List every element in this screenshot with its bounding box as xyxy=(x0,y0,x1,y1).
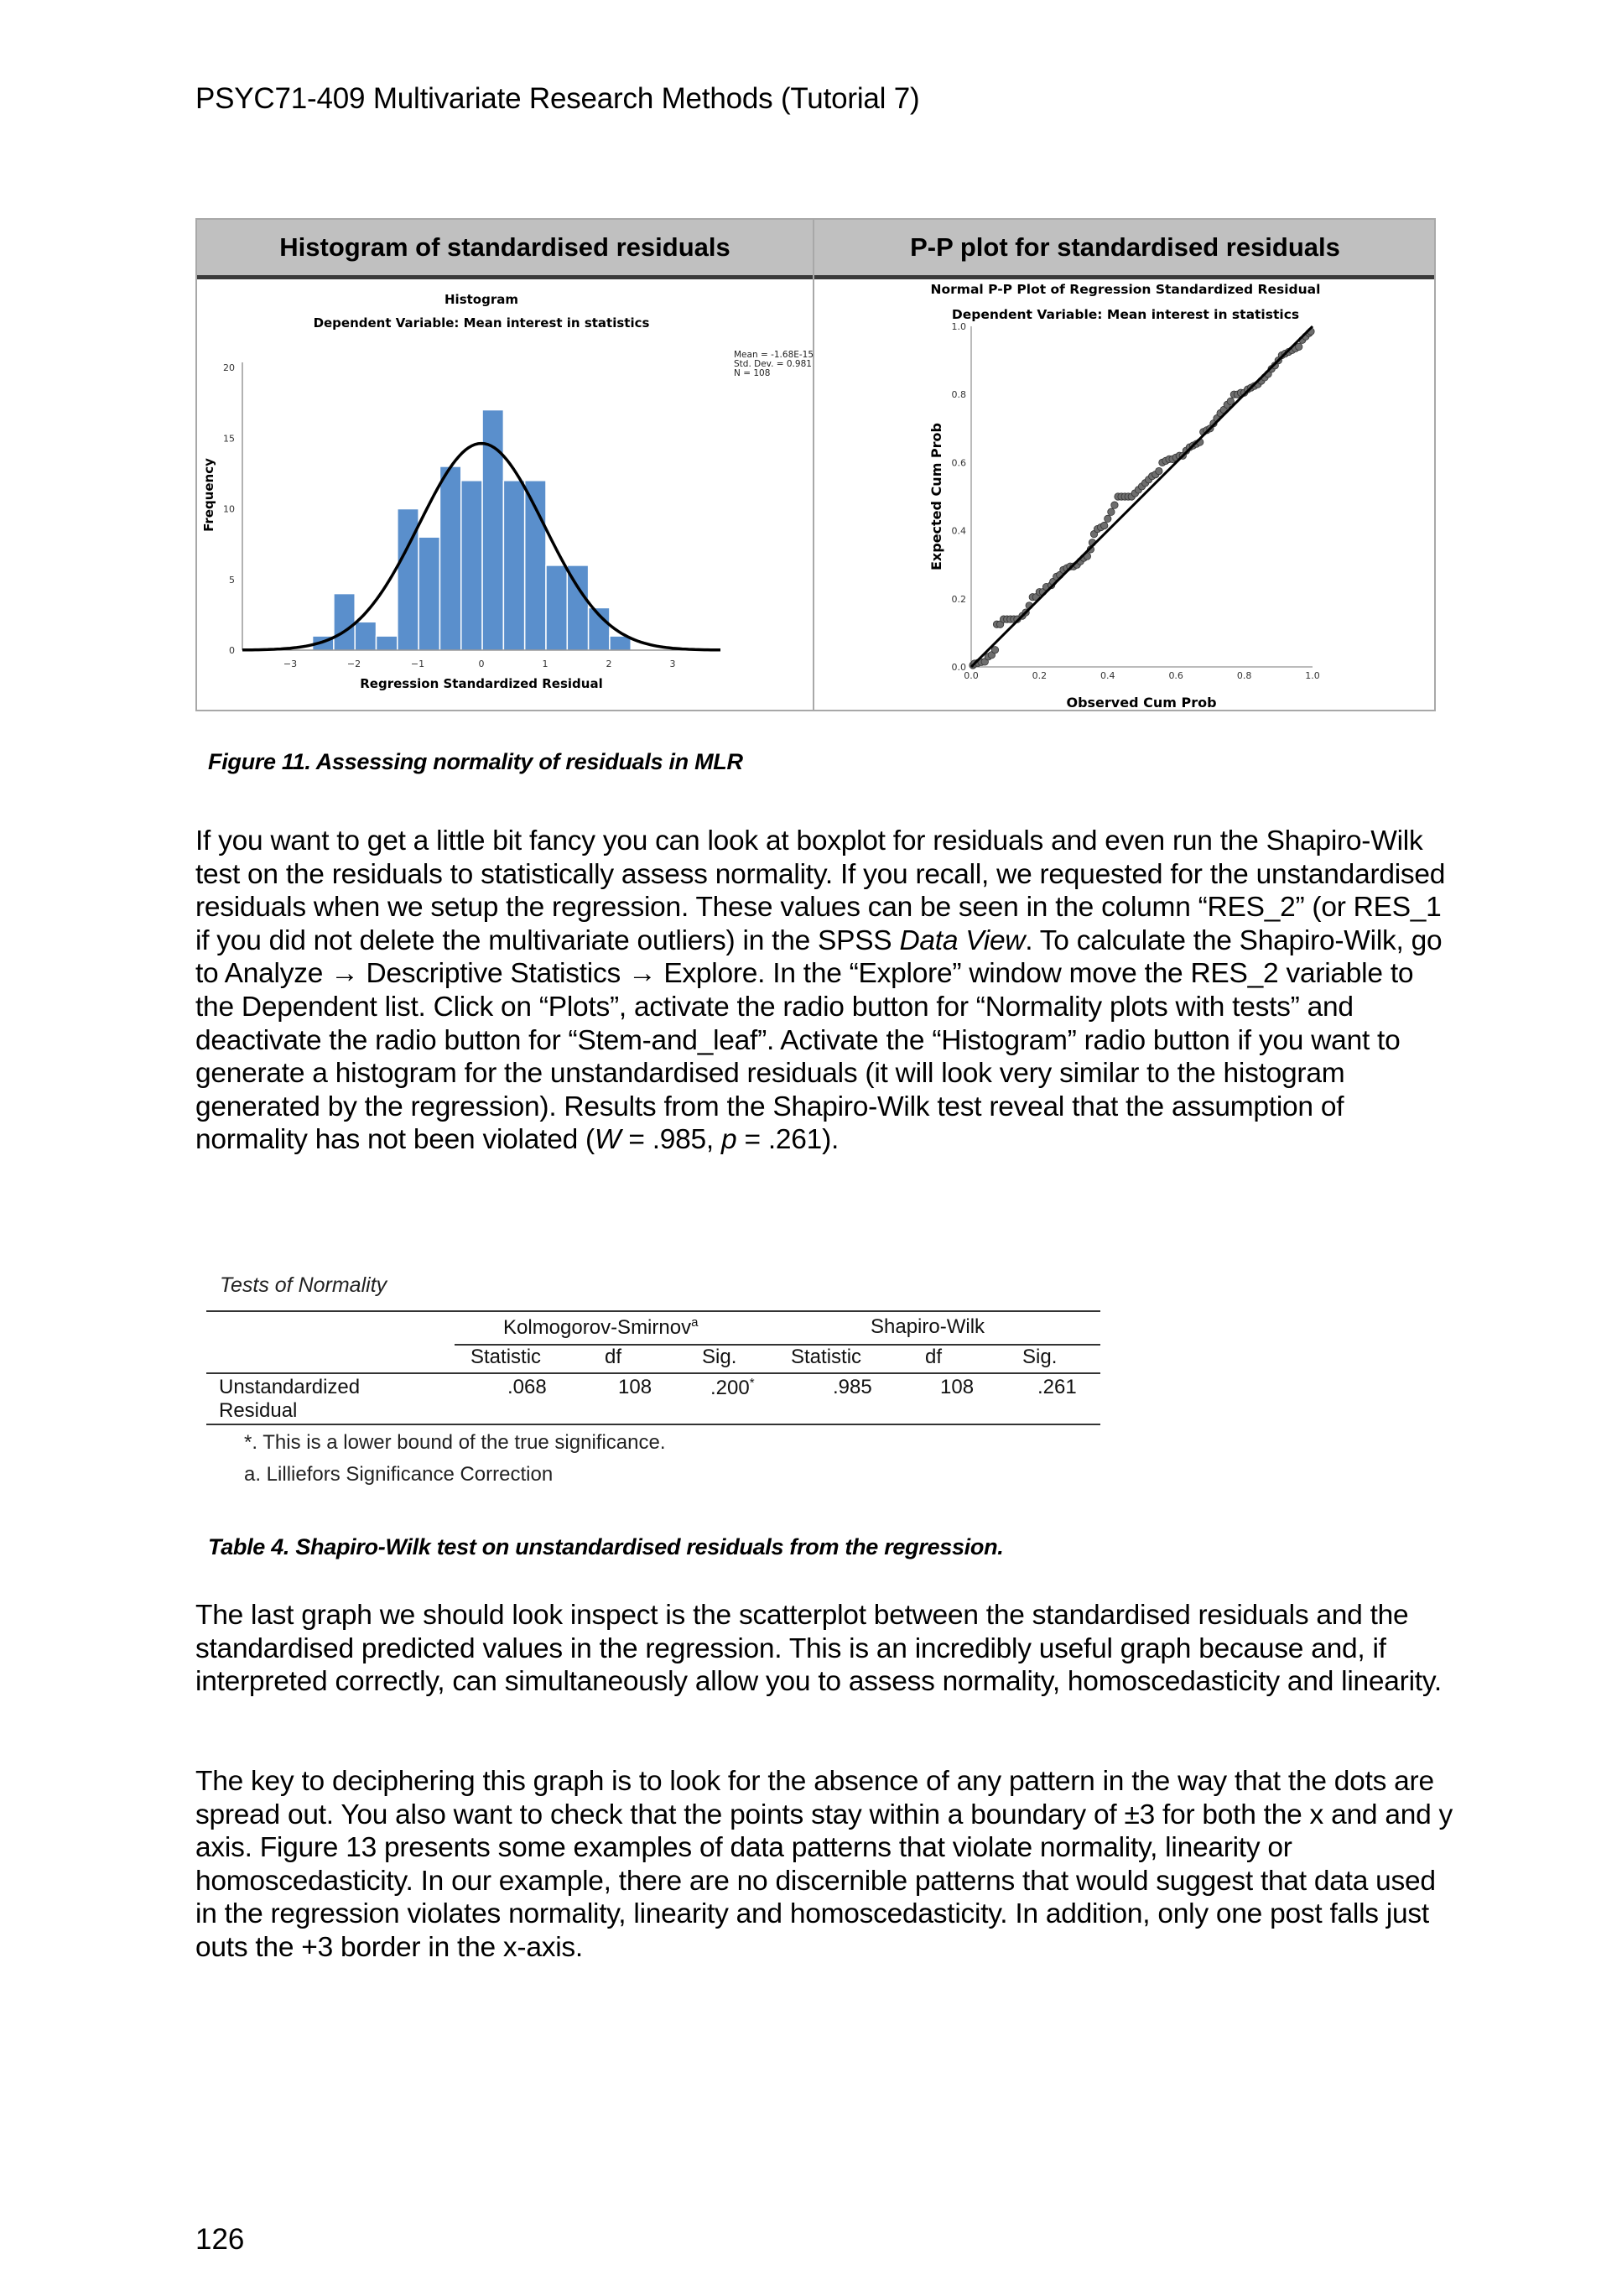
row-label: Unstandardized xyxy=(219,1376,361,1398)
histogram-y-tick: 5 xyxy=(229,574,235,586)
body-paragraph-3 xyxy=(195,1765,1453,1965)
histogram-x-tick: 0 xyxy=(478,659,485,669)
table-group-rule xyxy=(455,1344,1100,1346)
pp-x-tick: 0.0 xyxy=(964,670,979,681)
pp-x-label: Observed Cum Prob xyxy=(1066,695,1217,711)
pp-x-tick: 0.4 xyxy=(1100,670,1115,681)
paragraph-text: The last graph we should look inspect is the scatterplot between the standardised residuals and the standardised predicted values in the regression. This is an incredibly useful graph because and, if interpreted correctly, can simultaneously allow you to assess normality, homoscedasticity and linearity. xyxy=(195,1600,1442,1698)
histogram-x-label: Regression Standardized Residual xyxy=(360,676,603,691)
pp-plot-subtitle: Dependent Variable: Mean interest in statistics xyxy=(951,307,1300,322)
table-caption: Table 4. Shapiro-Wilk test on unstandardised residuals from the regression. xyxy=(208,1534,1004,1559)
group-header-ks: Kolmogorov-Smirnov$^a$ xyxy=(503,1315,699,1339)
column-header: Statistic xyxy=(470,1346,542,1368)
table-footnote: *. This is a lower bound of the true significance. xyxy=(244,1431,666,1454)
figure-caption: Figure 11. Assessing normality of residuals in MLR xyxy=(208,749,743,774)
footnote-marker: a xyxy=(691,1315,699,1330)
histogram-y-tick: 10 xyxy=(223,503,235,515)
paragraph-text: The key to deciphering this graph is to look for the absence of any pattern in the way that the dots are spread out. You also want to check that the points stay within a boundary of ±3 for both the x and and y axis. Figure 13 presents some examples of data patterns that violate normality, linearity or homoscedasticity. In our example, there are no discernible patterns that would suggest that data used in the regression violates normality, linearity and homoscedasticity. In addition, only one post falls just outs the +3 border in the x-axis. xyxy=(195,1766,1453,1963)
pp-x-tick: 0.6 xyxy=(1168,670,1183,681)
running-head: PSYC71-409 Multivariate Research Methods (Tutorial 7) xyxy=(195,82,920,115)
spss-table-title: Tests of Normality xyxy=(220,1273,387,1297)
histogram-annotation: N = 108 xyxy=(734,368,771,378)
table-bottom-rule xyxy=(206,1424,1100,1425)
footnote-marker: * xyxy=(749,1376,755,1390)
histogram-title: Histogram xyxy=(444,292,518,307)
column-header: df xyxy=(925,1346,943,1368)
histogram-x-tick: −1 xyxy=(410,659,425,669)
histogram-annotation: Std. Dev. = 0.981 xyxy=(734,359,812,369)
group-header-sw: Shapiro-Wilk xyxy=(871,1315,985,1338)
histogram-subtitle: Dependent Variable: Mean interest in statistics xyxy=(313,315,650,331)
pp-plot-panel-header: P-P plot for standardised residuals xyxy=(910,232,1340,262)
pp-plot-title: Normal P-P Plot of Regression Standardized Residual xyxy=(930,282,1321,297)
pp-x-tick: 0.2 xyxy=(1032,670,1048,681)
table-cell: .985 xyxy=(833,1376,872,1398)
table-header-rule xyxy=(206,1372,1100,1374)
table-cell: .261 xyxy=(1037,1376,1077,1398)
column-header: Sig. xyxy=(702,1346,737,1368)
paragraph-text: If you want to get a little bit fancy you can look at boxplot for residuals and even run the Shapiro-Wilk test on the residuals to statistically assess normality. If you recall, we requested for the unstandardised residuals when we setup the regression. These values can be seen in the column “RES_2” (or RES_1 if you did not delete the multivariate outliers) in the SPSS xyxy=(195,825,1446,956)
table-cell: .068 xyxy=(507,1376,547,1398)
histogram-y-tick: 15 xyxy=(223,433,235,445)
histogram-x-tick: 1 xyxy=(542,659,548,669)
pp-y-label: Expected Cum Prob xyxy=(928,423,944,570)
paragraph-text: = .985, xyxy=(621,1124,722,1156)
paragraph-italic-text: Data View xyxy=(899,924,1026,956)
stat-symbol-w: W xyxy=(594,1124,621,1156)
table-cell: .200* xyxy=(710,1376,755,1399)
table-cell: 108 xyxy=(618,1376,652,1398)
histogram-x-tick: −3 xyxy=(283,659,298,669)
pp-x-tick: 1.0 xyxy=(1305,670,1320,681)
histogram-panel-header: Histogram of standardised residuals xyxy=(279,232,730,262)
pp-y-tick: 0.6 xyxy=(951,457,966,469)
paragraph-text: = .261). xyxy=(736,1124,840,1156)
histogram-y-tick: 20 xyxy=(223,362,235,373)
page-number: 126 xyxy=(195,2223,245,2256)
table-footnote: a. Lilliefors Significance Correction xyxy=(244,1463,554,1486)
pp-y-tick: 0.2 xyxy=(951,593,966,605)
row-label: Residual xyxy=(219,1399,298,1422)
histogram-x-tick: 2 xyxy=(606,659,612,669)
histogram-y-label: Frequency xyxy=(201,458,216,532)
histogram-x-tick: 3 xyxy=(669,659,676,669)
table-top-rule xyxy=(206,1310,1100,1312)
pp-y-tick: 1.0 xyxy=(951,321,966,332)
column-header: Statistic xyxy=(791,1346,862,1368)
pp-x-tick: 0.8 xyxy=(1236,670,1252,681)
pp-y-tick: 0.4 xyxy=(951,525,966,537)
column-header: Sig. xyxy=(1022,1346,1058,1368)
histogram-x-tick: −2 xyxy=(346,659,361,669)
table-cell: 108 xyxy=(940,1376,975,1398)
histogram-y-tick: 0 xyxy=(229,645,235,656)
stat-symbol-p: p xyxy=(721,1124,737,1156)
body-paragraph-2 xyxy=(195,1599,1453,1699)
pp-y-tick: 0.0 xyxy=(951,662,966,673)
paragraph-text: . To calculate the Shapiro-Wilk, go to Analyze → Descriptive Statistics → Explore. In the “Explore” window move the RES_2 variable to the Dependent list. Click on “Plots”, activate the radio button for “Normality plots with tests” and deactivate the radio button for “Stem-and_leaf”. Activate the “Histogram” radio button if you want to generate a histogram for the unstandardised residuals (it will look very similar to the histogram generated by the regression). Results from the Shapiro-Wilk test reveal that the assumption of normality has not been violated ( xyxy=(195,924,1443,1156)
column-header: df xyxy=(605,1346,622,1368)
pp-y-tick: 0.8 xyxy=(951,389,966,401)
histogram-annotation: Mean = -1.68E-15 xyxy=(734,350,814,360)
